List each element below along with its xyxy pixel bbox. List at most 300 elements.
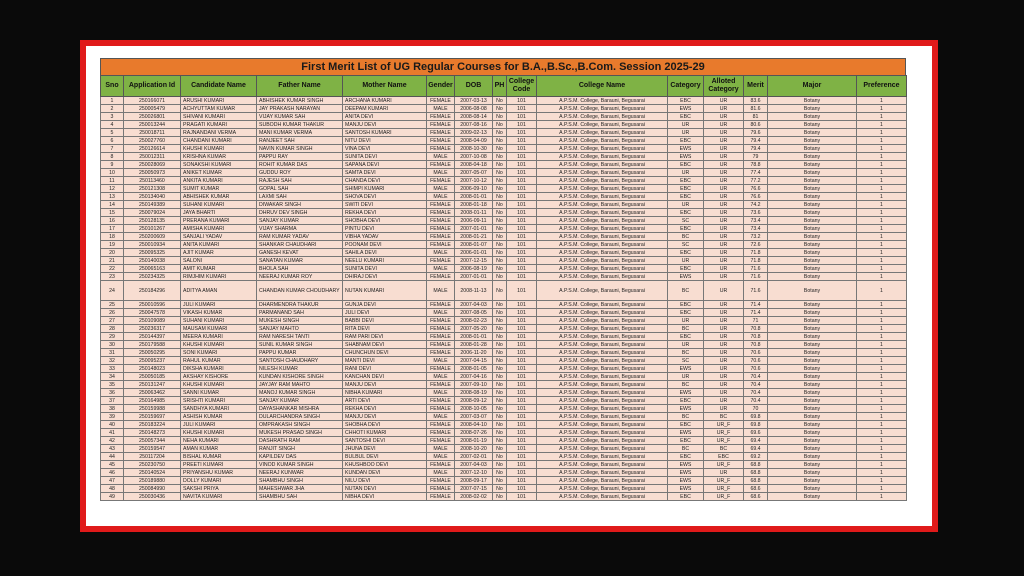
table-cell: 25 [101,301,124,309]
table-cell: 74.2 [744,201,768,209]
table-cell: KANCHAN DEVI [343,373,427,381]
table-cell: SAKSHI PRIYA [181,485,257,493]
table-cell: A.P.S.M. College, Barauni, Begusarai [537,249,668,257]
table-cell: 250134040 [124,193,181,201]
table-cell: 39 [101,413,124,421]
table-cell: 250079024 [124,209,181,217]
table-row [101,185,907,193]
table-cell: Botany [768,461,857,469]
table-cell: 73.4 [744,217,768,225]
table-cell: SUMIT KUMAR [181,185,257,193]
table-cell: EBC [668,185,704,193]
table-cell: 44 [101,453,124,461]
document-frame [80,40,938,532]
table-row [101,381,907,389]
table-cell: VINA DEVI [343,145,427,153]
table-cell: UR [704,273,744,281]
table-cell: A.P.S.M. College, Barauni, Begusarai [537,105,668,113]
table-cell: 26 [101,309,124,317]
table-cell: JAY PRAKASH NARAYAN [257,105,343,113]
table-cell: AMIT KUMAR [181,265,257,273]
table-cell: 73.2 [744,233,768,241]
table-cell: Botany [768,429,857,437]
table-cell: 101 [507,429,537,437]
table-cell: FEMALE [427,201,455,209]
table-cell: 101 [507,273,537,281]
table-cell: No [493,217,507,225]
table-cell: No [493,469,507,477]
table-cell: 250159547 [124,445,181,453]
merit-table [100,75,907,501]
table-cell: FEMALE [427,121,455,129]
table-cell: 2007-05-20 [455,325,493,333]
table-cell: 101 [507,365,537,373]
table-cell: DIKSHA KUMARI [181,365,257,373]
table-cell: EWS [668,153,704,161]
table-cell: 250126614 [124,145,181,153]
table-cell: Botany [768,97,857,105]
table-row [101,97,907,105]
table-cell: 46 [101,469,124,477]
table-row [101,421,907,429]
table-cell: UR [668,341,704,349]
table-cell: No [493,389,507,397]
table-cell: RAM KUMAR YADAV [257,233,343,241]
table-cell: SANTOSHI DEVI [343,437,427,445]
table-cell: 101 [507,493,537,501]
table-cell: 11 [101,177,124,185]
table-cell: UR [704,185,744,193]
table-cell: 1 [857,209,907,217]
column-header: Merit [744,76,768,97]
table-cell: JAYA BHARTI [181,209,257,217]
table-cell: 1 [857,185,907,193]
table-cell: 2007-12-15 [455,257,493,265]
table-cell: PAPPU KUMAR [257,349,343,357]
table-cell: DAYASHANKAR MISHRA [257,405,343,413]
table-cell: 2008-01-11 [455,209,493,217]
table-cell: A.P.S.M. College, Barauni, Begusarai [537,349,668,357]
table-cell: SC [668,217,704,225]
table-cell: 1 [857,421,907,429]
table-cell: 72.6 [744,241,768,249]
table-cell: UR [704,241,744,249]
table-cell: 250148273 [124,429,181,437]
table-cell: 1 [857,413,907,421]
table-cell: EBC [668,137,704,145]
table-cell: 2007-07-15 [455,485,493,493]
column-header: College Code [507,76,537,97]
table-cell: 1 [857,429,907,437]
table-cell: KAPILDEV DAS [257,453,343,461]
table-cell: 250148023 [124,365,181,373]
table-cell: 1 [857,177,907,185]
table-cell: UR [704,365,744,373]
table-cell: Botany [768,397,857,405]
table-row [101,129,907,137]
table-cell: No [493,373,507,381]
table-cell: 250010934 [124,241,181,249]
table-cell: BC [668,325,704,333]
table-cell: FEMALE [427,217,455,225]
table-cell: NIBHA DEVI [343,493,427,501]
table-cell: 30 [101,341,124,349]
column-header: Candidate Name [181,76,257,97]
table-cell: Botany [768,365,857,373]
table-cell: 2007-04-15 [455,357,493,365]
table-cell: A.P.S.M. College, Barauni, Begusarai [537,421,668,429]
table-cell: No [493,153,507,161]
table-row [101,325,907,333]
table-cell: EBC [668,265,704,273]
table-cell: 2008-02-23 [455,317,493,325]
table-cell: 70.8 [744,325,768,333]
table-cell: 2008-01-01 [455,193,493,201]
table-cell: UR [704,265,744,273]
table-cell: Botany [768,161,857,169]
table-cell: EWS [668,389,704,397]
table-cell: DULARCHANDRA SINGH [257,413,343,421]
table-cell: A.P.S.M. College, Barauni, Begusarai [537,177,668,185]
table-cell: 250013244 [124,121,181,129]
table-cell: FEMALE [427,233,455,241]
table-cell: 1 [857,493,907,501]
table-row [101,461,907,469]
table-cell: CHANDAN KUMAR CHOUDHARY [257,281,343,301]
table-cell: DOLLY KUMARI [181,477,257,485]
table-cell: NAVIN KUMAR SINGH [257,145,343,153]
table-cell: No [493,281,507,301]
table-cell: No [493,233,507,241]
table-cell: EBC [668,437,704,445]
table-cell: 101 [507,233,537,241]
table-cell: 69.8 [744,421,768,429]
table-cell: MALE [427,249,455,257]
table-cell: UR [668,121,704,129]
table-cell: EWS [668,429,704,437]
table-cell: UR_F [704,421,744,429]
table-cell: ARTI DEVI [343,397,427,405]
table-cell: DHRUV DEV SINGH [257,209,343,217]
table-cell: 101 [507,105,537,113]
table-cell: 2007-05-07 [455,169,493,177]
table-cell: FEMALE [427,493,455,501]
table-cell: UR [704,145,744,153]
table-cell: A.P.S.M. College, Barauni, Begusarai [537,333,668,341]
table-cell: VINOD KUMAR SINGH [257,461,343,469]
table-cell: JULI DEVI [343,309,427,317]
table-cell: UR [704,381,744,389]
table-cell: No [493,137,507,145]
table-cell: EBC [704,453,744,461]
table-row [101,113,907,121]
table-cell: 250057344 [124,437,181,445]
table-cell: 250131247 [124,381,181,389]
table-cell: SC [668,357,704,365]
column-header: Category [668,76,704,97]
table-cell: EBC [668,493,704,501]
table-cell: 2008-01-07 [455,241,493,249]
table-cell: 1 [857,273,907,281]
table-cell: FEMALE [427,145,455,153]
table-cell: 68.8 [744,461,768,469]
table-cell: No [493,257,507,265]
table-cell: 250184296 [124,281,181,301]
table-cell: No [493,265,507,273]
table-cell: UR [704,357,744,365]
table-cell: A.P.S.M. College, Barauni, Begusarai [537,217,668,225]
table-cell: UR [704,249,744,257]
table-cell: Botany [768,113,857,121]
table-cell: A.P.S.M. College, Barauni, Begusarai [537,233,668,241]
table-cell: 1 [857,121,907,129]
table-cell: SHOBHA DEVI [343,217,427,225]
table-cell: A.P.S.M. College, Barauni, Begusarai [537,461,668,469]
table-cell: A.P.S.M. College, Barauni, Begusarai [537,129,668,137]
table-cell: 1 [857,97,907,105]
table-cell: ABHISHEK KUMAR SINGH [257,97,343,105]
table-cell: Botany [768,177,857,185]
table-cell: 101 [507,301,537,309]
table-cell: Botany [768,257,857,265]
table-cell: 2008-01-21 [455,233,493,241]
table-cell: A.P.S.M. College, Barauni, Begusarai [537,341,668,349]
table-cell: 2006-11-20 [455,349,493,357]
table-cell: 1 [857,349,907,357]
table-cell: PARMANAND SAH [257,309,343,317]
table-cell: 2008-09-17 [455,477,493,485]
table-cell: AKSHAY KISHORE [181,373,257,381]
table-cell: 77.2 [744,177,768,185]
table-cell: 2008-01-19 [455,437,493,445]
table-cell: 3 [101,113,124,121]
table-cell: A.P.S.M. College, Barauni, Begusarai [537,373,668,381]
table-cell: RAM PARI DEVI [343,333,427,341]
table-cell: 83.6 [744,97,768,105]
table-cell: 250047578 [124,309,181,317]
table-cell: A.P.S.M. College, Barauni, Begusarai [537,201,668,209]
table-cell: Botany [768,137,857,145]
table-cell: 250010596 [124,301,181,309]
table-cell: 2008-10-05 [455,405,493,413]
table-cell: A.P.S.M. College, Barauni, Begusarai [537,469,668,477]
table-cell: KRISHNA KUMAR [181,153,257,161]
table-cell: UR [704,233,744,241]
table-cell: 1 [857,325,907,333]
table-cell: MANJU DEVI [343,381,427,389]
table-cell: 101 [507,193,537,201]
table-cell: 250236317 [124,325,181,333]
table-cell: 1 [857,153,907,161]
table-row [101,437,907,445]
table-cell: A.P.S.M. College, Barauni, Begusarai [537,145,668,153]
table-cell: 27 [101,317,124,325]
table-cell: A.P.S.M. College, Barauni, Begusarai [537,485,668,493]
table-cell: 71.8 [744,249,768,257]
table-cell: ROHIT KUMAR DAS [257,161,343,169]
table-cell: OMPRAKASH SINGH [257,421,343,429]
table-row [101,153,907,161]
table-cell: 70.6 [744,365,768,373]
table-cell: 2007-10-12 [455,177,493,185]
table-cell: 101 [507,421,537,429]
table-cell: DHIRAJ DEVI [343,273,427,281]
table-cell: BABBI DEVI [343,317,427,325]
table-row [101,445,907,453]
table-cell: 81.6 [744,105,768,113]
table-cell: MANJU DEVI [343,413,427,421]
table-cell: UR [704,301,744,309]
table-cell: 1 [857,241,907,249]
table-cell: 101 [507,381,537,389]
table-cell: EBC [668,113,704,121]
table-cell: UR [704,129,744,137]
table-cell: A.P.S.M. College, Barauni, Begusarai [537,309,668,317]
table-row [101,177,907,185]
table-cell: No [493,129,507,137]
table-cell: 101 [507,241,537,249]
table-cell: BHOLA SAH [257,265,343,273]
table-cell: BC [704,413,744,421]
table-cell: 2009-02-13 [455,129,493,137]
table-cell: SHOBHA DEVI [343,421,427,429]
table-cell: A.P.S.M. College, Barauni, Begusarai [537,429,668,437]
table-cell: 101 [507,333,537,341]
table-cell: 34 [101,373,124,381]
table-cell: 41 [101,429,124,437]
table-row [101,365,907,373]
table-cell: 76.6 [744,185,768,193]
table-cell: FEMALE [427,325,455,333]
table-cell: PRERANA KUMARI [181,217,257,225]
table-cell: Botany [768,309,857,317]
table-cell: 45 [101,461,124,469]
table-cell: 250113460 [124,177,181,185]
table-cell: No [493,333,507,341]
table-cell: Botany [768,105,857,113]
table-cell: NUTAN KUMARI [343,281,427,301]
table-cell: RIMJHIM KUMARI [181,273,257,281]
table-cell: 101 [507,97,537,105]
table-cell: Botany [768,325,857,333]
table-cell: A.P.S.M. College, Barauni, Begusarai [537,209,668,217]
table-cell: UR_F [704,477,744,485]
table-cell: Botany [768,485,857,493]
table-cell: Botany [768,273,857,281]
table-cell: Botany [768,413,857,421]
column-header: PH [493,76,507,97]
table-cell: No [493,193,507,201]
table-cell: UR_F [704,485,744,493]
table-cell: SANTOSH CHAUDHARY [257,357,343,365]
table-cell: EBC [668,177,704,185]
table-cell: UR [704,105,744,113]
table-cell: SAPANA DEVI [343,161,427,169]
table-cell: 1 [857,217,907,225]
table-cell: A.P.S.M. College, Barauni, Begusarai [537,113,668,121]
table-cell: 4 [101,121,124,129]
table-cell: 101 [507,281,537,301]
table-cell: 70.8 [744,341,768,349]
table-cell: FEMALE [427,397,455,405]
table-cell: UR [704,389,744,397]
table-cell: 1 [857,105,907,113]
table-cell: VIJAY KUMAR SAH [257,113,343,121]
table-cell: 101 [507,453,537,461]
table-cell: EBC [668,453,704,461]
table-row [101,429,907,437]
table-cell: RAJESH SAH [257,177,343,185]
table-cell: UR [704,397,744,405]
table-row [101,309,907,317]
table-cell: A.P.S.M. College, Barauni, Begusarai [537,121,668,129]
table-cell: Botany [768,477,857,485]
table-cell: EBC [668,309,704,317]
table-cell: BC [668,349,704,357]
table-cell: UR [704,309,744,317]
table-cell: 78.8 [744,161,768,169]
table-cell: 1 [857,341,907,349]
table-cell: Botany [768,233,857,241]
table-cell: ARUSHI KUMARI [181,97,257,105]
table-cell: 101 [507,309,537,317]
table-row [101,357,907,365]
table-cell: FEMALE [427,365,455,373]
table-cell: 1 [857,113,907,121]
table-cell: 250109089 [124,317,181,325]
table-cell: MALE [427,281,455,301]
table-cell: UR [704,317,744,325]
table-cell: CHHOTI KUMARI [343,429,427,437]
table-cell: No [493,225,507,233]
table-cell: 1 [857,161,907,169]
table-cell: 1 [857,193,907,201]
table-cell: MALE [427,373,455,381]
table-cell: 77.4 [744,169,768,177]
table-cell: 71.6 [744,265,768,273]
table-cell: No [493,161,507,169]
table-row [101,225,907,233]
table-row [101,161,907,169]
table-cell: NILESH KUMAR [257,365,343,373]
table-cell: Botany [768,225,857,233]
table-cell: UR_F [704,461,744,469]
table-cell: 2007-01-01 [455,273,493,281]
table-cell: A.P.S.M. College, Barauni, Begusarai [537,381,668,389]
table-cell: MEERA KUMARI [181,333,257,341]
table-cell: UR [704,137,744,145]
table-row [101,249,907,257]
table-cell: PINTU DEVI [343,225,427,233]
table-row [101,281,907,301]
table-row [101,193,907,201]
table-cell: 101 [507,153,537,161]
table-cell: NILU DEVI [343,477,427,485]
table-cell: SAHILA DEVI [343,249,427,257]
table-cell: 2008-08-19 [455,389,493,397]
table-cell: EBC [668,97,704,105]
table-cell: 101 [507,265,537,273]
table-cell: 2008-01-18 [455,201,493,209]
table-cell: 7 [101,145,124,153]
table-cell: A.P.S.M. College, Barauni, Begusarai [537,225,668,233]
table-cell: A.P.S.M. College, Barauni, Begusarai [537,437,668,445]
table-cell: 70.4 [744,389,768,397]
table-cell: A.P.S.M. College, Barauni, Begusarai [537,301,668,309]
table-cell: 101 [507,373,537,381]
table-cell: 70.6 [744,357,768,365]
table-cell: 250030436 [124,493,181,501]
